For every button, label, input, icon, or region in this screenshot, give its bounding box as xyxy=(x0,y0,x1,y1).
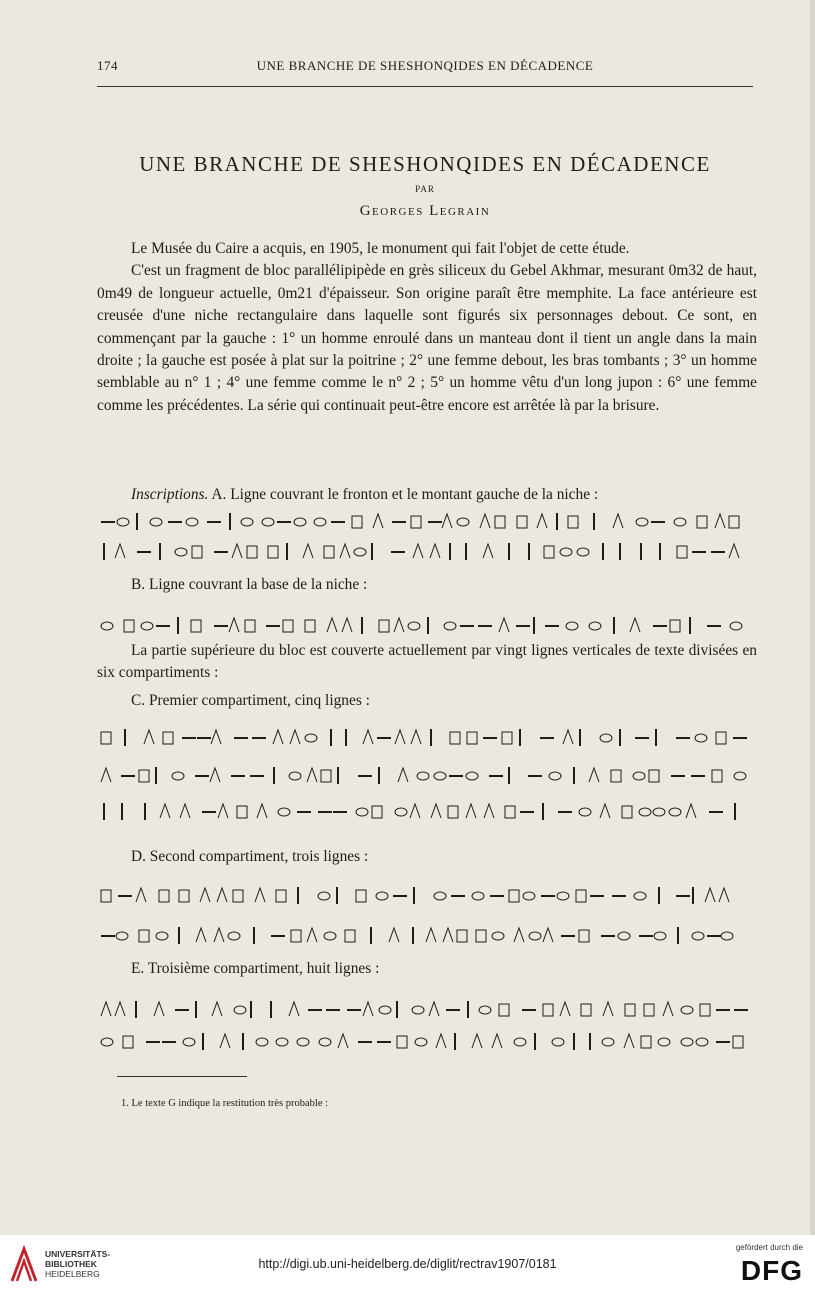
hieroglyph-sign xyxy=(395,730,405,744)
inscription-b-label: B. Ligne couvrant la base de la niche : xyxy=(131,576,368,593)
hieroglyph-sign xyxy=(245,620,255,632)
hieroglyph-sign xyxy=(568,516,578,528)
hieroglyph-sign xyxy=(450,732,460,744)
hieroglyph-sign xyxy=(514,1038,526,1046)
hieroglyph-sign xyxy=(431,804,441,818)
hieroglyph-sign xyxy=(514,928,524,942)
hieroglyph-sign xyxy=(278,808,290,816)
hieroglyph-sign xyxy=(430,544,440,558)
hieroglyph-sign xyxy=(314,518,326,526)
hieroglyph-sign xyxy=(237,806,247,818)
hieroglyph-sign xyxy=(318,892,330,900)
hieroglyph-sign xyxy=(283,620,293,632)
hieroglyph-sign xyxy=(408,622,420,630)
hieroglyph-sign xyxy=(123,1036,133,1048)
header-rule xyxy=(97,86,753,87)
hieroglyph-sign xyxy=(696,1038,708,1046)
hieroglyph-sign xyxy=(734,772,746,780)
hieroglyph-sign xyxy=(379,620,389,632)
hieroglyph-sign xyxy=(412,1006,424,1014)
hieroglyph-sign xyxy=(289,1002,299,1016)
hieroglyph-sign xyxy=(307,928,317,942)
hieroglyph-sign xyxy=(429,1002,439,1016)
inscription-d-label: D. Second compartiment, trois lignes : xyxy=(131,848,369,865)
hieroglyph-sign xyxy=(352,516,362,528)
hieroglyph-sign xyxy=(721,932,733,940)
hieroglyph-sign xyxy=(192,546,202,558)
hieroglyph-sign xyxy=(410,804,420,818)
article-title: UNE BRANCHE DE SHESHONQIDES EN DÉCADENCE xyxy=(139,152,711,176)
hieroglyph-sign xyxy=(234,1006,246,1014)
hieroglyph-sign xyxy=(241,518,253,526)
hieroglyph-sign xyxy=(363,1002,373,1016)
hieroglyph-sign xyxy=(589,622,601,630)
hieroglyph-sign xyxy=(712,770,722,782)
hieroglyph-sign xyxy=(472,1034,482,1048)
hieroglyph-sign xyxy=(686,804,696,818)
hieroglyph-sign xyxy=(228,932,240,940)
hieroglyph-sign xyxy=(630,618,640,632)
hieroglyph-sign xyxy=(101,1038,113,1046)
hieroglyph-sign xyxy=(276,1038,288,1046)
hieroglyph-sign xyxy=(273,730,283,744)
hieroglyph-sign xyxy=(324,546,334,558)
hieroglyph-sign xyxy=(669,808,681,816)
funding-note: gefördert durch die xyxy=(735,1243,803,1252)
hieroglyph-sign xyxy=(695,734,707,742)
hieroglyph-sign xyxy=(217,888,227,902)
hieroglyph-sign xyxy=(291,930,301,942)
hieroglyph-sign xyxy=(163,732,173,744)
hieroglyph-sign xyxy=(663,1002,673,1016)
hieroglyph-line xyxy=(97,764,757,786)
hieroglyph-sign xyxy=(549,772,561,780)
hieroglyph-sign xyxy=(560,548,572,556)
hieroglyph-sign xyxy=(436,1034,446,1048)
hieroglyph-sign xyxy=(398,768,408,782)
hieroglyph-sign xyxy=(517,516,527,528)
hieroglyph-sign xyxy=(552,1038,564,1046)
hieroglyph-sign xyxy=(729,544,739,558)
hieroglyph-sign xyxy=(495,516,505,528)
hieroglyph-sign xyxy=(697,516,707,528)
hieroglyph-sign xyxy=(183,1038,195,1046)
hieroglyph-sign xyxy=(354,548,366,556)
hieroglyph-sign xyxy=(172,772,184,780)
hieroglyph-sign xyxy=(154,1002,164,1016)
inscription-e-label: E. Troisième compartiment, huit lignes : xyxy=(131,960,380,977)
hieroglyph-sign xyxy=(579,808,591,816)
hieroglyph-sign xyxy=(373,514,383,528)
hieroglyph-sign xyxy=(700,1004,710,1016)
footnote: 1. Le texte G indique la restitution très probable : xyxy=(121,1098,329,1109)
hieroglyph-sign xyxy=(101,768,111,782)
hieroglyph-sign xyxy=(537,514,547,528)
hieroglyph-sign xyxy=(101,1002,111,1016)
hieroglyph-sign xyxy=(294,518,306,526)
hieroglyph-sign xyxy=(557,892,569,900)
hieroglyph-sign xyxy=(290,730,300,744)
hieroglyph-sign xyxy=(466,804,476,818)
hieroglyph-sign xyxy=(212,1002,222,1016)
hieroglyph-sign xyxy=(220,1034,230,1048)
hieroglyph-sign xyxy=(101,732,111,744)
library-name: UNIVERSITÄTS- BIBLIOTHEK HEIDELBERG xyxy=(45,1249,111,1279)
hieroglyph-sign xyxy=(654,932,666,940)
hieroglyph-sign xyxy=(509,890,519,902)
hieroglyph-line xyxy=(97,884,757,906)
hieroglyph-sign xyxy=(476,930,486,942)
hieroglyph-sign xyxy=(633,772,645,780)
hieroglyph-sign xyxy=(186,518,198,526)
hieroglyph-sign xyxy=(218,804,228,818)
article-body xyxy=(97,238,757,417)
hieroglyph-sign xyxy=(589,768,599,782)
hieroglyph-line xyxy=(97,924,757,946)
hieroglyph-sign xyxy=(729,516,739,528)
hieroglyph-sign xyxy=(611,770,621,782)
hieroglyph-sign xyxy=(233,890,243,902)
hieroglyph-sign xyxy=(256,1038,268,1046)
hieroglyph-sign xyxy=(372,806,382,818)
hieroglyph-sign xyxy=(321,770,331,782)
hieroglyph-sign xyxy=(543,1004,553,1016)
hieroglyph-sign xyxy=(560,1002,570,1016)
hieroglyph-sign xyxy=(268,546,278,558)
hieroglyph-line xyxy=(97,1030,757,1052)
hieroglyph-sign xyxy=(255,888,265,902)
hieroglyph-sign xyxy=(214,928,224,942)
hieroglyph-sign xyxy=(411,730,421,744)
hieroglyph-sign xyxy=(639,808,651,816)
hieroglyph-sign xyxy=(563,730,573,744)
hieroglyph-sign xyxy=(211,730,221,744)
hieroglyph-sign xyxy=(115,1002,125,1016)
hieroglyph-sign xyxy=(634,892,646,900)
hieroglyph-sign xyxy=(156,932,168,940)
hieroglyph-sign xyxy=(144,730,154,744)
hieroglyph-sign xyxy=(483,544,493,558)
page-edge xyxy=(810,0,815,1235)
hieroglyph-sign xyxy=(579,930,589,942)
hieroglyph-sign xyxy=(502,732,512,744)
hieroglyph-sign xyxy=(116,932,128,940)
hieroglyph-sign xyxy=(160,804,170,818)
hieroglyph-sign xyxy=(653,808,665,816)
hieroglyph-sign xyxy=(719,888,729,902)
hieroglyph-sign xyxy=(180,804,190,818)
hieroglyph-sign xyxy=(576,890,586,902)
hieroglyph-sign xyxy=(363,730,373,744)
hieroglyph-sign xyxy=(705,888,715,902)
hieroglyph-sign xyxy=(342,618,352,632)
paragraph: Le Musée du Caire a acquis, en 1905, le monument qui fait l'objet de cette étude. xyxy=(131,240,630,257)
hieroglyph-sign xyxy=(644,1004,654,1016)
hieroglyph-sign xyxy=(101,890,111,902)
viewer-footer xyxy=(0,1235,815,1294)
hieroglyph-sign xyxy=(505,806,515,818)
hieroglyph-sign xyxy=(411,516,421,528)
inscriptions-label: Inscriptions. xyxy=(131,486,209,503)
byline-par: PAR xyxy=(415,184,435,194)
hieroglyph-sign xyxy=(417,772,429,780)
hieroglyph-sign xyxy=(480,514,490,528)
dfg-logo: DFG xyxy=(740,1255,803,1286)
hieroglyph-sign xyxy=(499,1004,509,1016)
hieroglyph-sign xyxy=(229,618,239,632)
hieroglyph-sign xyxy=(150,518,162,526)
hieroglyph-line xyxy=(97,998,757,1020)
hieroglyph-sign xyxy=(442,514,452,528)
hieroglyph-sign xyxy=(426,928,436,942)
hieroglyph-sign xyxy=(658,1038,670,1046)
hieroglyph-sign xyxy=(603,1002,613,1016)
hieroglyph-sign xyxy=(415,1038,427,1046)
hieroglyph-sign xyxy=(397,1036,407,1048)
hieroglyph-sign xyxy=(492,932,504,940)
hieroglyph-sign xyxy=(319,1038,331,1046)
hieroglyph-sign xyxy=(179,890,189,902)
hieroglyph-sign xyxy=(340,544,350,558)
hieroglyph-sign xyxy=(600,734,612,742)
hieroglyph-sign xyxy=(479,1006,491,1014)
hieroglyph-sign xyxy=(581,1004,591,1016)
hieroglyph-sign xyxy=(600,804,610,818)
hieroglyph-line xyxy=(97,510,757,532)
hieroglyph-sign xyxy=(324,932,336,940)
hieroglyph-sign xyxy=(448,806,458,818)
hieroglyph-sign xyxy=(356,890,366,902)
hieroglyph-sign xyxy=(618,932,630,940)
page-number: 174 xyxy=(97,58,118,73)
hieroglyph-sign xyxy=(305,734,317,742)
hieroglyph-sign xyxy=(529,932,541,940)
hieroglyph-sign xyxy=(613,514,623,528)
inscription-a-label: A. Ligne couvrant le fronton et le montant gauche de la niche : xyxy=(211,486,599,503)
hieroglyph-sign xyxy=(577,548,589,556)
hieroglyph-sign xyxy=(413,544,423,558)
hieroglyph-sign xyxy=(641,1036,651,1048)
hieroglyph-sign xyxy=(307,768,317,782)
hieroglyph-sign xyxy=(670,620,680,632)
hieroglyph-sign xyxy=(622,806,632,818)
hieroglyph-sign xyxy=(715,514,725,528)
hieroglyph-sign xyxy=(200,888,210,902)
hieroglyph-sign xyxy=(624,1034,634,1048)
inscription-a-heading xyxy=(131,486,598,504)
hieroglyph-sign xyxy=(262,518,274,526)
hieroglyph-line xyxy=(97,726,757,748)
hieroglyph-sign xyxy=(466,772,478,780)
hieroglyph-sign xyxy=(101,622,113,630)
hieroglyph-sign xyxy=(356,808,368,816)
hieroglyph-sign xyxy=(379,1006,391,1014)
hieroglyph-sign xyxy=(625,1004,635,1016)
hieroglyph-sign xyxy=(681,1038,693,1046)
hieroglyph-sign xyxy=(303,544,313,558)
hieroglyph-sign xyxy=(467,732,477,744)
hieroglyph-sign xyxy=(523,892,535,900)
hieroglyph-sign xyxy=(434,892,446,900)
hieroglyph-sign xyxy=(159,890,169,902)
article-author: Georges Legrain xyxy=(359,203,491,219)
hieroglyph-sign xyxy=(345,930,355,942)
hieroglyph-sign xyxy=(232,544,242,558)
running-title: UNE BRANCHE DE SHESHONQIDES EN DÉCADENCE xyxy=(256,58,594,73)
paragraph: C'est un fragment de bloc parallélipipède en grès siliceux du Gebel Akhmar, mesurant 0m32 de haut, 0m49 de longueur actuelle, 0m21 d'épaisseur. Son origine paraît être memphite. La face antérieure est creusée d'une niche rectangulaire dans laquelle sont figurés six personnages debout. Ce sont, en commençant par la gauche : 1° un homme enroulé dans un manteau dont il tient un angle dans la main droite ; la gauche est posée à plat sur la poitrine ; 2° une femme debout, les bras tombants ; 3° un homme semblable au n° 1 ; 4° une femme comme le n° 2 ; 5° un homme vêtu d'un long jupon : 6° une femme comme les précédentes. La série qui continuait peut-être encore est arrêtée là par la brisure. xyxy=(97,262,757,414)
paragraph: La partie supérieure du bloc est couverte actuellement par vingt lignes verticales de texte divisées en six compartiments : xyxy=(97,642,757,682)
hieroglyph-sign xyxy=(434,772,446,780)
hieroglyph-sign xyxy=(338,1034,348,1048)
hieroglyph-line xyxy=(97,614,757,636)
hieroglyph-sign xyxy=(457,930,467,942)
hieroglyph-sign xyxy=(124,620,134,632)
hieroglyph-sign xyxy=(139,770,149,782)
inscription-c-label: C. Premier compartiment, cinq lignes : xyxy=(131,692,370,709)
hieroglyph-sign xyxy=(136,888,146,902)
hieroglyph-sign xyxy=(115,544,125,558)
hieroglyph-sign xyxy=(692,932,704,940)
hieroglyph-sign xyxy=(492,1034,502,1048)
hieroglyph-sign xyxy=(389,928,399,942)
hieroglyph-sign xyxy=(175,548,187,556)
hieroglyph-sign xyxy=(649,770,659,782)
hieroglyph-sign xyxy=(444,622,456,630)
hieroglyph-line xyxy=(97,800,757,822)
hieroglyph-sign xyxy=(117,518,129,526)
hieroglyph-sign xyxy=(543,928,553,942)
hieroglyph-sign xyxy=(289,772,301,780)
hieroglyph-sign xyxy=(196,928,206,942)
hieroglyph-sign xyxy=(141,622,153,630)
hieroglyph-sign xyxy=(139,930,149,942)
hieroglyph-sign xyxy=(276,890,286,902)
hieroglyph-sign xyxy=(733,1036,743,1048)
hieroglyph-sign xyxy=(327,618,337,632)
footnote-rule xyxy=(117,1076,247,1077)
hieroglyph-sign xyxy=(674,518,686,526)
hieroglyph-sign xyxy=(472,892,484,900)
hieroglyph-sign xyxy=(457,518,469,526)
hieroglyph-sign xyxy=(257,804,267,818)
hieroglyph-sign xyxy=(484,804,494,818)
hieroglyph-sign xyxy=(247,546,257,558)
hieroglyph-sign xyxy=(376,892,388,900)
hieroglyph-sign xyxy=(677,546,687,558)
hieroglyph-sign xyxy=(636,518,648,526)
hieroglyph-sign xyxy=(716,732,726,744)
hieroglyph-sign xyxy=(395,808,407,816)
hieroglyph-sign xyxy=(305,620,315,632)
hieroglyph-sign xyxy=(730,622,742,630)
hieroglyph-line xyxy=(97,540,757,562)
hieroglyph-sign xyxy=(499,618,509,632)
hieroglyph-sign xyxy=(394,618,404,632)
hieroglyph-sign xyxy=(297,1038,309,1046)
hieroglyph-sign xyxy=(191,620,201,632)
compartments-text xyxy=(97,640,757,685)
document-url-link[interactable]: http://digi.ub.uni-heidelberg.de/diglit/rectrav1907/0181 xyxy=(258,1257,557,1271)
hieroglyph-sign xyxy=(544,546,554,558)
hieroglyph-sign xyxy=(681,1006,693,1014)
hieroglyph-sign xyxy=(566,622,578,630)
hieroglyph-sign xyxy=(443,928,453,942)
hieroglyph-sign xyxy=(602,1038,614,1046)
hieroglyph-sign xyxy=(210,768,220,782)
